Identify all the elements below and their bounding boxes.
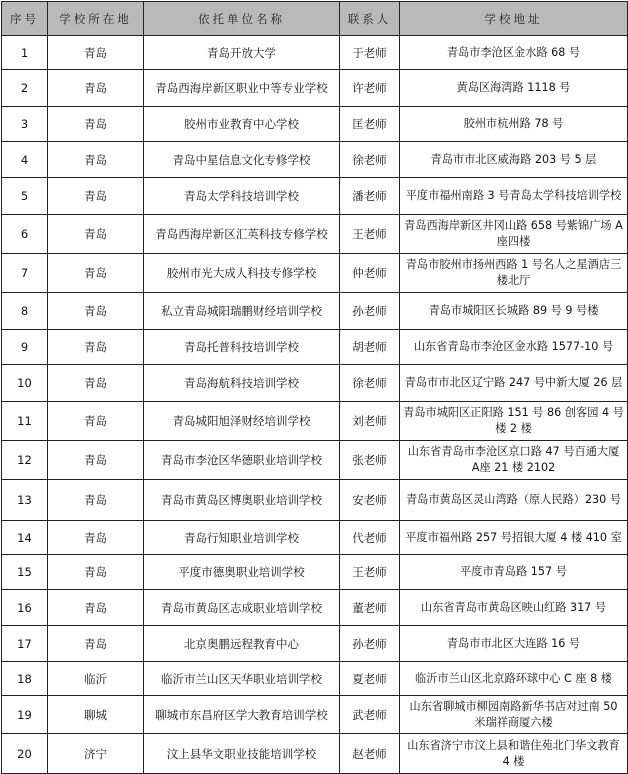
cell-contact: 许老师 (340, 70, 400, 107)
table-row (2, 178, 628, 215)
cell-address: 青岛市城阳区正阳路 151 号 86 创客园 4 号楼 2 楼 (400, 402, 628, 441)
cell-no: 7 (2, 254, 48, 293)
cell-name: 北京奥鹏远程教育中心 (144, 626, 340, 662)
cell-contact: 徐老师 (340, 365, 400, 402)
cell-contact: 于老师 (340, 36, 400, 70)
cell-city: 青岛 (48, 555, 144, 590)
cell-no: 2 (2, 70, 48, 107)
cell-no: 8 (2, 293, 48, 330)
cell-contact: 张老师 (340, 441, 400, 480)
cell-contact: 王老师 (340, 215, 400, 254)
cell-no: 11 (2, 402, 48, 441)
cell-address: 山东省济宁市汶上县和谐住苑北门华文教育 4 楼 (400, 734, 628, 774)
cell-name: 青岛城阳旭泽财经培训学校 (144, 402, 340, 441)
cell-city: 青岛 (48, 402, 144, 441)
cell-city: 青岛 (48, 107, 144, 142)
cell-contact: 匡老师 (340, 107, 400, 142)
cell-address: 青岛市胶州市扬州西路 1 号名人之星酒店三楼北厅 (400, 254, 628, 293)
cell-name: 胶州市光大成人科技专修学校 (144, 254, 340, 293)
cell-contact: 董老师 (340, 590, 400, 626)
cell-contact: 夏老师 (340, 662, 400, 696)
table-row (2, 402, 628, 441)
cell-no: 10 (2, 365, 48, 402)
table-row (2, 107, 628, 142)
cell-city: 聊城 (48, 696, 144, 734)
cell-name: 青岛中星信息文化专修学校 (144, 142, 340, 178)
cell-no: 14 (2, 521, 48, 555)
cell-city: 青岛 (48, 36, 144, 70)
cell-city: 临沂 (48, 662, 144, 696)
cell-address: 山东省聊城市柳园南路新华书店对过南 50 米瑞祥商厦六楼 (400, 696, 628, 734)
cell-city: 青岛 (48, 365, 144, 402)
cell-address: 青岛市市北区大连路 16 号 (400, 626, 628, 662)
cell-address: 山东省青岛市李沧区金水路 1577-10 号 (400, 330, 628, 365)
cell-address: 青岛市市北区辽宁路 247 号中新大厦 26 层 (400, 365, 628, 402)
table-row (2, 142, 628, 178)
cell-address: 平度市青岛路 157 号 (400, 555, 628, 590)
cell-name: 青岛西海岸新区汇英科技专修学校 (144, 215, 340, 254)
cell-address: 临沂市兰山区北京路环球中心 C 座 8 楼 (400, 662, 628, 696)
cell-address: 青岛西海岸新区井冈山路 658 号紫锦广场 A座四楼 (400, 215, 628, 254)
cell-contact: 孙老师 (340, 293, 400, 330)
cell-name: 青岛市黄岛区博奥职业培训学校 (144, 480, 340, 521)
cell-address: 黄岛区海湾路 1118 号 (400, 70, 628, 107)
cell-no: 15 (2, 555, 48, 590)
cell-city: 青岛 (48, 70, 144, 107)
cell-city: 青岛 (48, 480, 144, 521)
cell-address: 平度市福州南路 3 号青岛太学科技培训学校 (400, 178, 628, 215)
table-row (2, 365, 628, 402)
cell-contact: 代老师 (340, 521, 400, 555)
cell-city: 青岛 (48, 293, 144, 330)
cell-name: 青岛市李沧区华德职业培训学校 (144, 441, 340, 480)
cell-name: 胶州市业教育中心学校 (144, 107, 340, 142)
header-city: 学校所在地 (48, 2, 144, 36)
cell-name: 青岛行知职业培训学校 (144, 521, 340, 555)
cell-address: 青岛市市北区威海路 203 号 5 层 (400, 142, 628, 178)
cell-address: 山东省青岛市李沧区京口路 47 号百通大厦 A座 21 楼 2102 (400, 441, 628, 480)
cell-name: 平度市德奥职业培训学校 (144, 555, 340, 590)
cell-name: 私立青岛城阳瑞鹏财经培训学校 (144, 293, 340, 330)
cell-address: 青岛市城阳区长城路 89 号 9 号楼 (400, 293, 628, 330)
cell-no: 12 (2, 441, 48, 480)
table-row (2, 521, 628, 555)
cell-no: 17 (2, 626, 48, 662)
cell-city: 青岛 (48, 521, 144, 555)
table-row (2, 70, 628, 107)
header-row (2, 2, 628, 36)
cell-address: 青岛市黄岛区灵山湾路（原人民路）230 号 (400, 480, 628, 521)
cell-address: 青岛市李沧区金水路 68 号 (400, 36, 628, 70)
cell-contact: 武老师 (340, 696, 400, 734)
cell-address: 平度市福州路 257 号招银大厦 4 楼 410 室 (400, 521, 628, 555)
table-row (2, 662, 628, 696)
cell-city: 青岛 (48, 254, 144, 293)
cell-no: 3 (2, 107, 48, 142)
table-body (2, 36, 628, 774)
cell-address: 山东省青岛市黄岛区映山红路 317 号 (400, 590, 628, 626)
cell-name: 聊城市东昌府区学大教育培训学校 (144, 696, 340, 734)
table-row (2, 734, 628, 774)
cell-city: 青岛 (48, 590, 144, 626)
cell-contact: 赵老师 (340, 734, 400, 774)
table-row (2, 626, 628, 662)
table-row (2, 330, 628, 365)
header-name: 依托单位名称 (144, 2, 340, 36)
cell-contact: 潘老师 (340, 178, 400, 215)
cell-city: 青岛 (48, 142, 144, 178)
cell-no: 5 (2, 178, 48, 215)
cell-name: 青岛托普科技培训学校 (144, 330, 340, 365)
cell-name: 青岛市黄岛区志成职业培训学校 (144, 590, 340, 626)
table-row (2, 215, 628, 254)
table-row (2, 590, 628, 626)
cell-contact: 徐老师 (340, 142, 400, 178)
cell-contact: 刘老师 (340, 402, 400, 441)
school-table (1, 1, 628, 774)
table-row (2, 36, 628, 70)
cell-no: 9 (2, 330, 48, 365)
cell-no: 18 (2, 662, 48, 696)
table-row (2, 555, 628, 590)
cell-no: 19 (2, 696, 48, 734)
header-address: 学校地址 (400, 2, 628, 36)
cell-contact: 胡老师 (340, 330, 400, 365)
cell-name: 汶上县华文职业技能培训学校 (144, 734, 340, 774)
cell-no: 1 (2, 36, 48, 70)
header-no: 序号 (2, 2, 48, 36)
cell-name: 青岛西海岸新区职业中等专业学校 (144, 70, 340, 107)
cell-city: 青岛 (48, 330, 144, 365)
table-row (2, 293, 628, 330)
cell-no: 6 (2, 215, 48, 254)
cell-city: 青岛 (48, 626, 144, 662)
cell-no: 4 (2, 142, 48, 178)
table-row (2, 480, 628, 521)
cell-name: 青岛太学科技培训学校 (144, 178, 340, 215)
table-row (2, 254, 628, 293)
cell-city: 青岛 (48, 215, 144, 254)
cell-name: 青岛开放大学 (144, 36, 340, 70)
cell-no: 13 (2, 480, 48, 521)
cell-contact: 王老师 (340, 555, 400, 590)
cell-name: 青岛海航科技培训学校 (144, 365, 340, 402)
cell-no: 20 (2, 734, 48, 774)
header-contact: 联系人 (340, 2, 400, 36)
cell-city: 青岛 (48, 178, 144, 215)
cell-city: 济宁 (48, 734, 144, 774)
table-row (2, 696, 628, 734)
cell-contact: 仲老师 (340, 254, 400, 293)
cell-city: 青岛 (48, 441, 144, 480)
school-table-container (1, 1, 627, 774)
cell-contact: 安老师 (340, 480, 400, 521)
cell-no: 16 (2, 590, 48, 626)
cell-name: 临沂市兰山区天华职业培训学校 (144, 662, 340, 696)
cell-address: 胶州市杭州路 78 号 (400, 107, 628, 142)
cell-contact: 孙老师 (340, 626, 400, 662)
table-row (2, 441, 628, 480)
